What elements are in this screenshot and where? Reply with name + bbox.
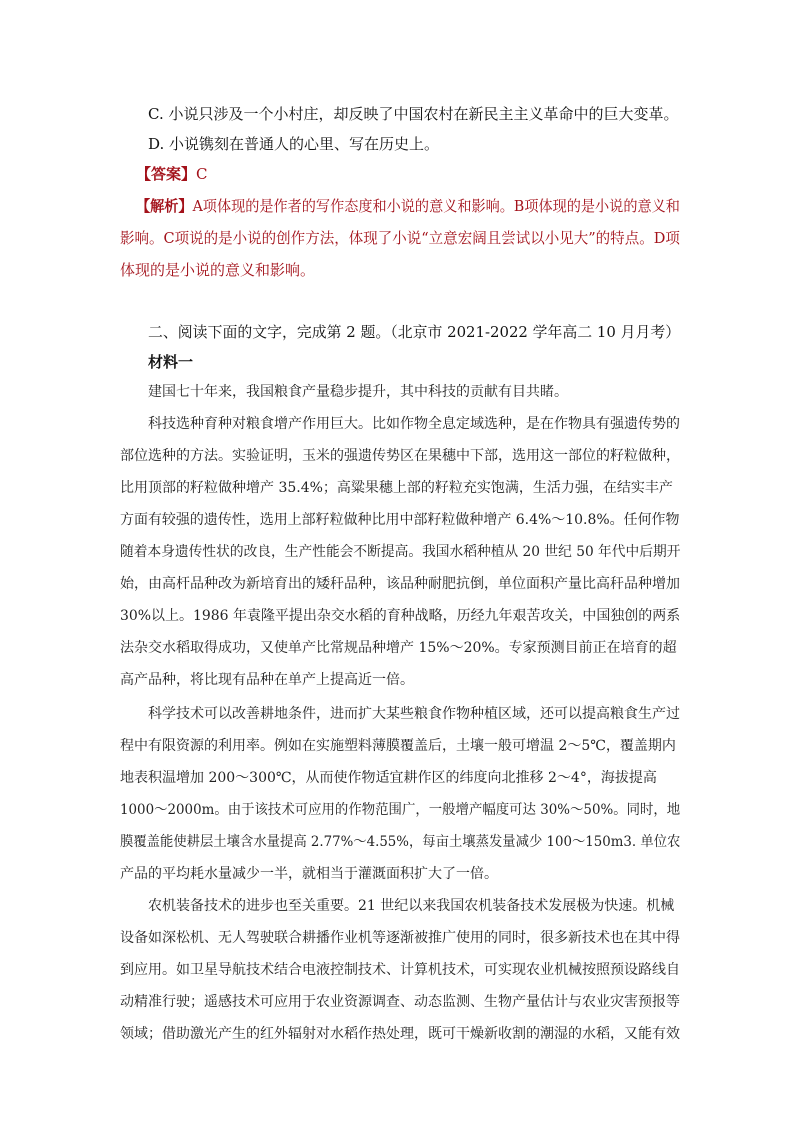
paragraph-line: 地表积温增加 200～300℃，从而使作物适宜耕作区的纬度向北推移 2～4°，海拔提高 — [120, 770, 657, 786]
answer-label: 【答案】 — [136, 165, 197, 183]
paragraph-line: 1000～2000m。由于该技术可应用的作物范围广，一般增产幅度可达 30%～50%。同时，地 — [120, 802, 681, 818]
paragraph-line: 始，由高杆品种改为新培育出的矮秆品种，该品种耐肥抗倒，单位面积产量比高秆品种增加 — [120, 576, 680, 592]
analysis-line-3: 体现的是小说的意义和影响。 — [120, 261, 316, 279]
option-d: D. 小说镌刻在普通人的心里、写在历史上。 — [148, 135, 440, 153]
paragraph-line: 科学技术可以改善耕地条件，进而扩大某些粮食作物种植区域，还可以提高粮食生产过 — [148, 706, 680, 722]
analysis-label: 【解析】 — [136, 197, 193, 215]
paragraph-line: 设备如深松机、无人驾驶联合耕播作业机等逐渐被推广使用的同时，很多新技术也在其中得 — [120, 930, 680, 946]
answer-value: C — [196, 165, 208, 183]
paragraph-line: 随着本身遗传性状的改良，生产性能会不断提高。我国水稻种植从 20 世纪 50 年代中后期开 — [120, 544, 681, 560]
paragraph-line: 部位选种的方法。实验证明，玉米的强遗传势区在果穗中下部，选用这一部位的籽粒做种， — [120, 448, 680, 464]
paragraph-line: 膜覆盖能使耕层土壤含水量提高 2.77%～4.55%，每亩土壤蒸发量减少 100～150m3. 单位农 — [120, 834, 681, 850]
analysis-line-1 — [136, 196, 680, 216]
paragraph-line: 30%以上。1986 年袁隆平提出杂交水稻的育种战略，历经九年艰苦攻关，中国独创的两系 — [120, 608, 681, 624]
paragraph-line: 农机装备技术的进步也至关重要。21 世纪以来我国农机装备技术发展极为快速。机械 — [148, 898, 675, 914]
paragraph-line: 程中有限资源的利用率。例如在实施塑料薄膜覆盖后，土壤一般可增温 2～5℃，覆盖期内 — [120, 738, 676, 754]
analysis-text-1: A项体现的是作者的写作态度和小说的意义和影响。B项体现的是小说的意义和 — [192, 197, 680, 215]
answer-line — [136, 164, 208, 184]
option-c: C. 小说只涉及一个小村庄，却反映了中国农村在新民主主义革命中的巨大变革。 — [148, 105, 679, 123]
analysis-line-2: 影响。C项说的是小说的创作方法，体现了小说“立意宏阔且尝试以小见大”的特点。D项 — [120, 229, 680, 247]
paragraph-line: 比用顶部的籽粒做种增产 35.4%；高粱果穗上部的籽粒充实饱满，生活力强，在结实丰产 — [120, 480, 673, 496]
paragraph-line: 动精准行驶；遥感技术可应用于农业资源调查、动态监测、生物产量估计与农业灾害预报等 — [120, 994, 680, 1010]
paragraph-line: 科技选种育种对粮食增产作用巨大。比如作物全息定域选种，是在作物具有强遗传势的 — [148, 416, 680, 432]
paragraph-line: 产品的平均耗水量减少一半，就相当于灌溉面积扩大了一倍。 — [120, 866, 498, 882]
paragraph-line: 建国七十年来，我国粮食产量稳步提升，其中科技的贡献有目共睹。 — [148, 384, 568, 400]
material-title: 材料一 — [148, 353, 194, 371]
paragraph-line: 到应用。如卫星导航技术结合电液控制技术、计算机技术，可实现农业机械按照预设路线自 — [120, 962, 680, 978]
paragraph-line: 法杂交水稻取得成功，又使单产比常规品种增产 15%～20%。专家预测目前正在培育的超 — [120, 640, 677, 656]
paragraph-line: 高产品种，将比现有品种在单产上提高近一倍。 — [120, 672, 414, 688]
paragraph-line: 领域；借助激光产生的红外辐射对水稻作热处理，既可干燥新收割的潮湿的水稻，又能有效 — [120, 1026, 680, 1042]
paragraph-line: 方面有较强的遗传性，选用上部籽粒做种比用中部籽粒做种增产 6.4%～10.8%。任何作物 — [120, 512, 680, 528]
section-heading: 二、阅读下面的文字，完成第 2 题。（北京市 2021-2022 学年高二 10 月月考） — [148, 323, 681, 341]
